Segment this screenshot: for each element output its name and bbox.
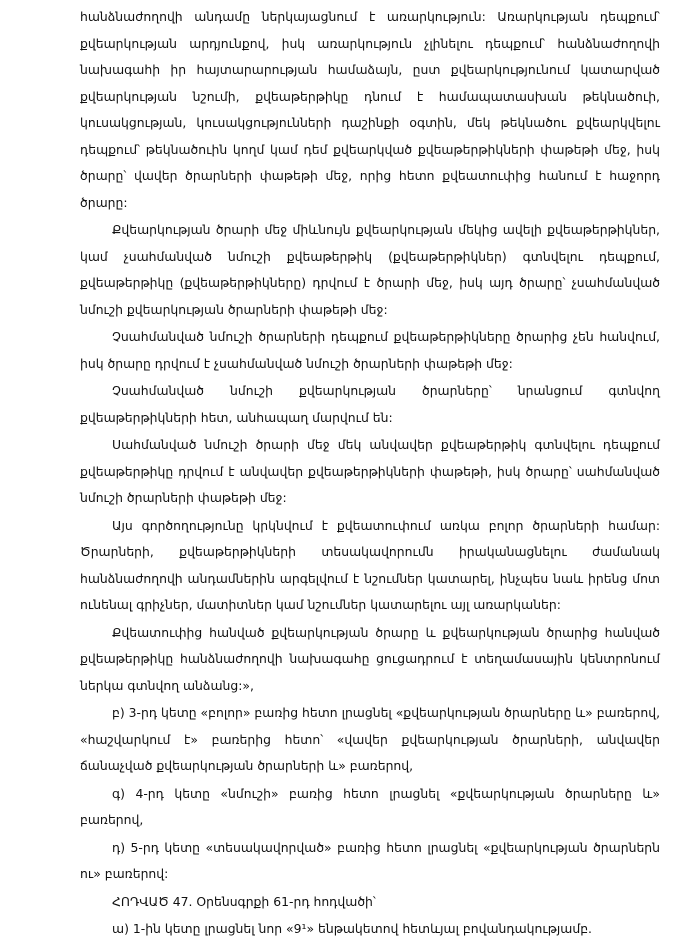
document-page bbox=[80, 4, 660, 943]
amendment-g: գ) 4-րդ կետը «նմուշի» բառից հետո լրացնել «քվեարկության ծրարները և» բառերով, bbox=[80, 785, 660, 827]
amendment-b: բ) 3-րդ կետը «բոլոր» բառից հետո լրացնել «քվեարկության ծրարները և» բառերով, «հաշվարկում է» բառերից հետո՝ «վավեր քվեարկության ծրարների, անվավեր ճանաչված քվեարկության ծրարների և» բառերով, bbox=[80, 705, 661, 773]
amendment-d: դ) 5-րդ կետը «տեսակավորված» բառից հետո լրացնել «քվեարկության ծրարներն ու» բառերով: bbox=[80, 839, 660, 881]
article-heading: ՀՈԴՎԱԾ 47. Օրենսգրքի 61-րդ հոդվածի՝ bbox=[112, 893, 376, 909]
paragraph-2: Քվեարկության ծրարի մեջ միևնույն քվեարկության մեկից ավելի քվեաթերթիկներ, կամ չսահմանված նմուշի քվեաթերթիկ (քվեաթերթիկներ) գտնվելու դեպքում, քվեաթերթիկը (քվեաթերթիկները) դրվում է ծրարի մեջ, իսկ այդ ծրարը՝ չսահմանված նմուշի քվեարկության ծրարների փաթեթի մեջ: bbox=[80, 222, 660, 317]
paragraph-3: Չսահմանված նմուշի ծրարների դեպքում քվեաթերթիկները ծրարից չեն հանվում, իսկ ծրարը դրվում է չսահմանված նմուշի ծրարների փաթեթի մեջ: bbox=[80, 329, 660, 371]
paragraph-7: Քվեատուփից հանված քվեարկության ծրարը և քվեարկության ծրարից հանված քվեաթերթիկը հանձնաժողովի նախագահը ցուցադրում է տեղամասային կենտրոնում ներկա գտնվող անձանց:», bbox=[80, 624, 660, 693]
paragraph-1: հանձնաժողովի անդամը ներկայացնում է առարկություն: Առարկության դեպքում՝ քվեարկության արդյունքով, իսկ առարկություն չլինելու դեպքում՝ հանձնաժողովի նախագահի իր հայտարարության համաձայն, ըստ քվեարկությունում կատարված քվեարկության նշումի, քվեաթերթիկը դնում է համապատասխան թեկնածուի, կուսակցության, կուսակցությունների դաշինքի օգտին, մեկ թեկնածու քվեարկվելու դեպքում՝ թեկնածուին կողմ կամ դեմ քվեարկված քվեաթերթիկների փաթեթի մեջ, իսկ ծրարը՝ վավեր ծրարների փաթեթի մեջ, որից հետո քվեատուփից հանում է հաջորդ ծրարը: bbox=[80, 9, 660, 210]
paragraph-5: Սահմանված նմուշի ծրարի մեջ մեկ անվավեր քվեաթերթիկ գտնվելու դեպքում քվեաթերթիկը դրվում է անվավեր քվեաթերթիկների փաթեթի, իսկ ծրարը՝ սահմանված նմուշի ծրարների փաթեթի մեջ: bbox=[80, 437, 660, 505]
paragraph-4: Չսահմանված նմուշի քվեարկության ծրարները՝ նրանցում գտնվող քվեաթերթիկների հետ, անհապաղ մարվում են: bbox=[80, 383, 660, 425]
amendment-a: ա) 1-ին կետը լրացնել նոր «9¹» ենթակետով հետևյալ բովանդակությամբ. bbox=[112, 921, 592, 936]
paragraph-6: Այս գործողությունը կրկնվում է քվեատուփում առկա բոլոր ծրարների համար: Ծրարների, քվեաթերթիկների տեսակավորումն իրականացնելու ժամանակ հանձնաժողովի անդամներին արգելվում է նշումներ կատարել, ինչպես նաև իրենց մոտ ունենալ գրիչներ, մատիտներ կամ նշումներ կատարելու այլ առարկաներ: bbox=[80, 517, 660, 612]
